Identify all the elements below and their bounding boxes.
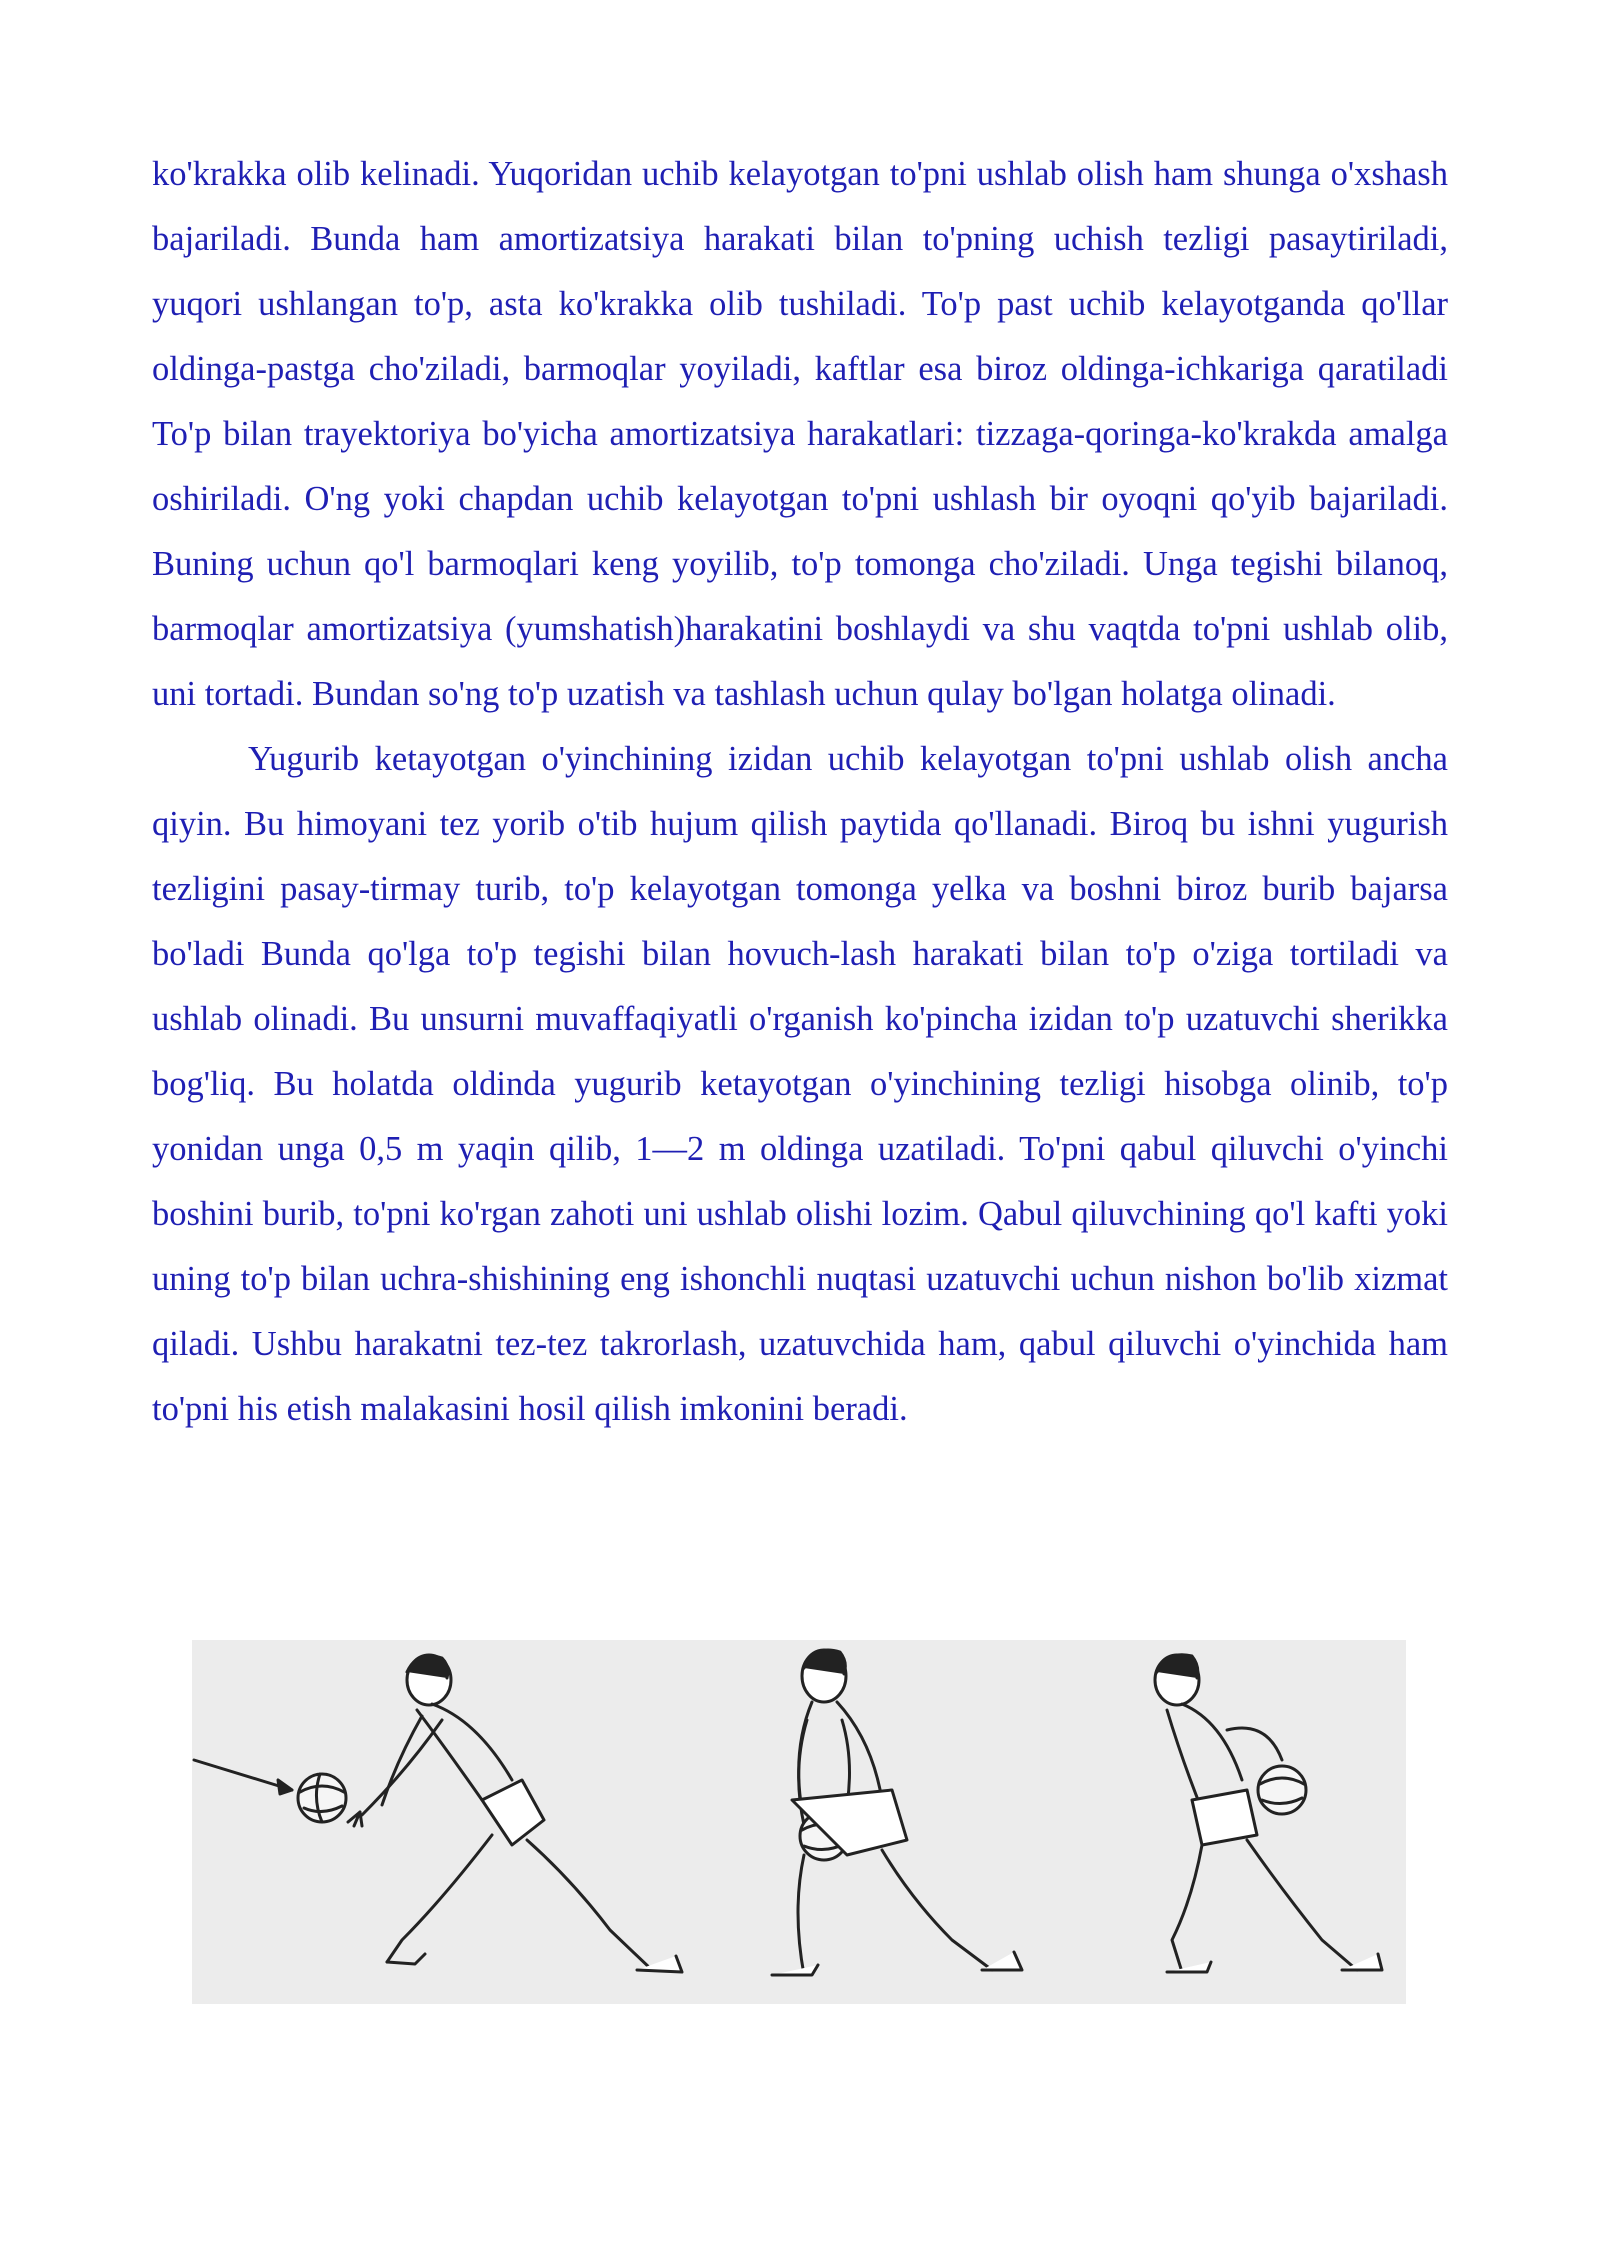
player-figure-1 <box>194 1655 682 1972</box>
ball-3 <box>1258 1766 1306 1814</box>
player-figure-3 <box>1155 1655 1382 1972</box>
player-figure-2 <box>772 1650 1022 1975</box>
body-text <box>152 142 1448 1442</box>
paragraph-2: Yugurib ketayotgan o'yinchining izidan uchib kelayotgan to'pni ushlab olish ancha qiyin. Bu himoyani tez yorib o'tib hujum qilish paytida qo'llanadi. Biroq bu ishni yugurish tezligini pasay-tirmay turib, to'p kelayotgan tomonga yelka va boshni biroz burib bajarsa bo'ladi Bunda qo'lga to'p tegishi bilan hovuch-lash harakati bilan to'p o'ziga tortiladi va ushlab olinadi. Bu unsurni muvaffaqiyatli o'rganish ko'pincha izidan to'p uzatuvchi sherikka bog'liq. Bu holatda oldinda yugurib ketayotgan o'yinchining tezligi hisobga olinib, to'p yonidan unga 0,5 m yaqin qilib, 1—2 m oldinga uzatiladi. To'pni qabul qiluvchi o'yinchi boshini burib, to'pni ko'rgan zahoti uni ushlab olishi lozim. Qabul qiluvchining qo'l kafti yoki uning to'p bilan uchra-shishining eng ishonchli nuqtasi uzatuvchi uchun nishon bo'lib xizmat qiladi. Ushbu harakatni tez-tez takrorlash, uzatuvchida ham, qabul qiluvchi o'yinchida ham to'pni his etish malakasini hosil qilish imkonini beradi. <box>152 740 1448 1428</box>
ball-1 <box>298 1774 346 1822</box>
ball-catching-illustration <box>192 1640 1406 2004</box>
paragraph-1: ko'krakka olib kelinadi. Yuqoridan uchib kelayotgan to'pni ushlab olish ham shunga o'xshash bajariladi. Bunda ham amortizatsiya harakati bilan to'pning uchish tezligi pasaytiriladi, yuqori ushlangan to'p, asta ko'krakka olib tushiladi. To'p past uchib kelayotganda qo'llar oldinga-pastga cho'ziladi, barmoqlar yoyiladi, kaftlar esa biroz oldinga-ichkariga qaratiladi To'p bilan trayektoriya bo'yicha amortizatsiya harakatlari: tizzaga-qoringa-ko'krakda amalga oshiriladi. O'ng yoki chapdan uchib kelayotgan to'pni ushlash bir oyoqni qo'yib bajariladi. Buning uchun qo'l barmoqlari keng yoyilib, to'p tomonga cho'ziladi. Unga tegishi bilanoq, barmoqlar amortizatsiya (yumshatish)harakatini boshlaydi va shu vaqtda to'pni ushlab olib, uni tortadi. Bundan so'ng to'p uzatish va tashlash uchun qulay bo'lgan holatga olinadi. <box>152 155 1448 713</box>
